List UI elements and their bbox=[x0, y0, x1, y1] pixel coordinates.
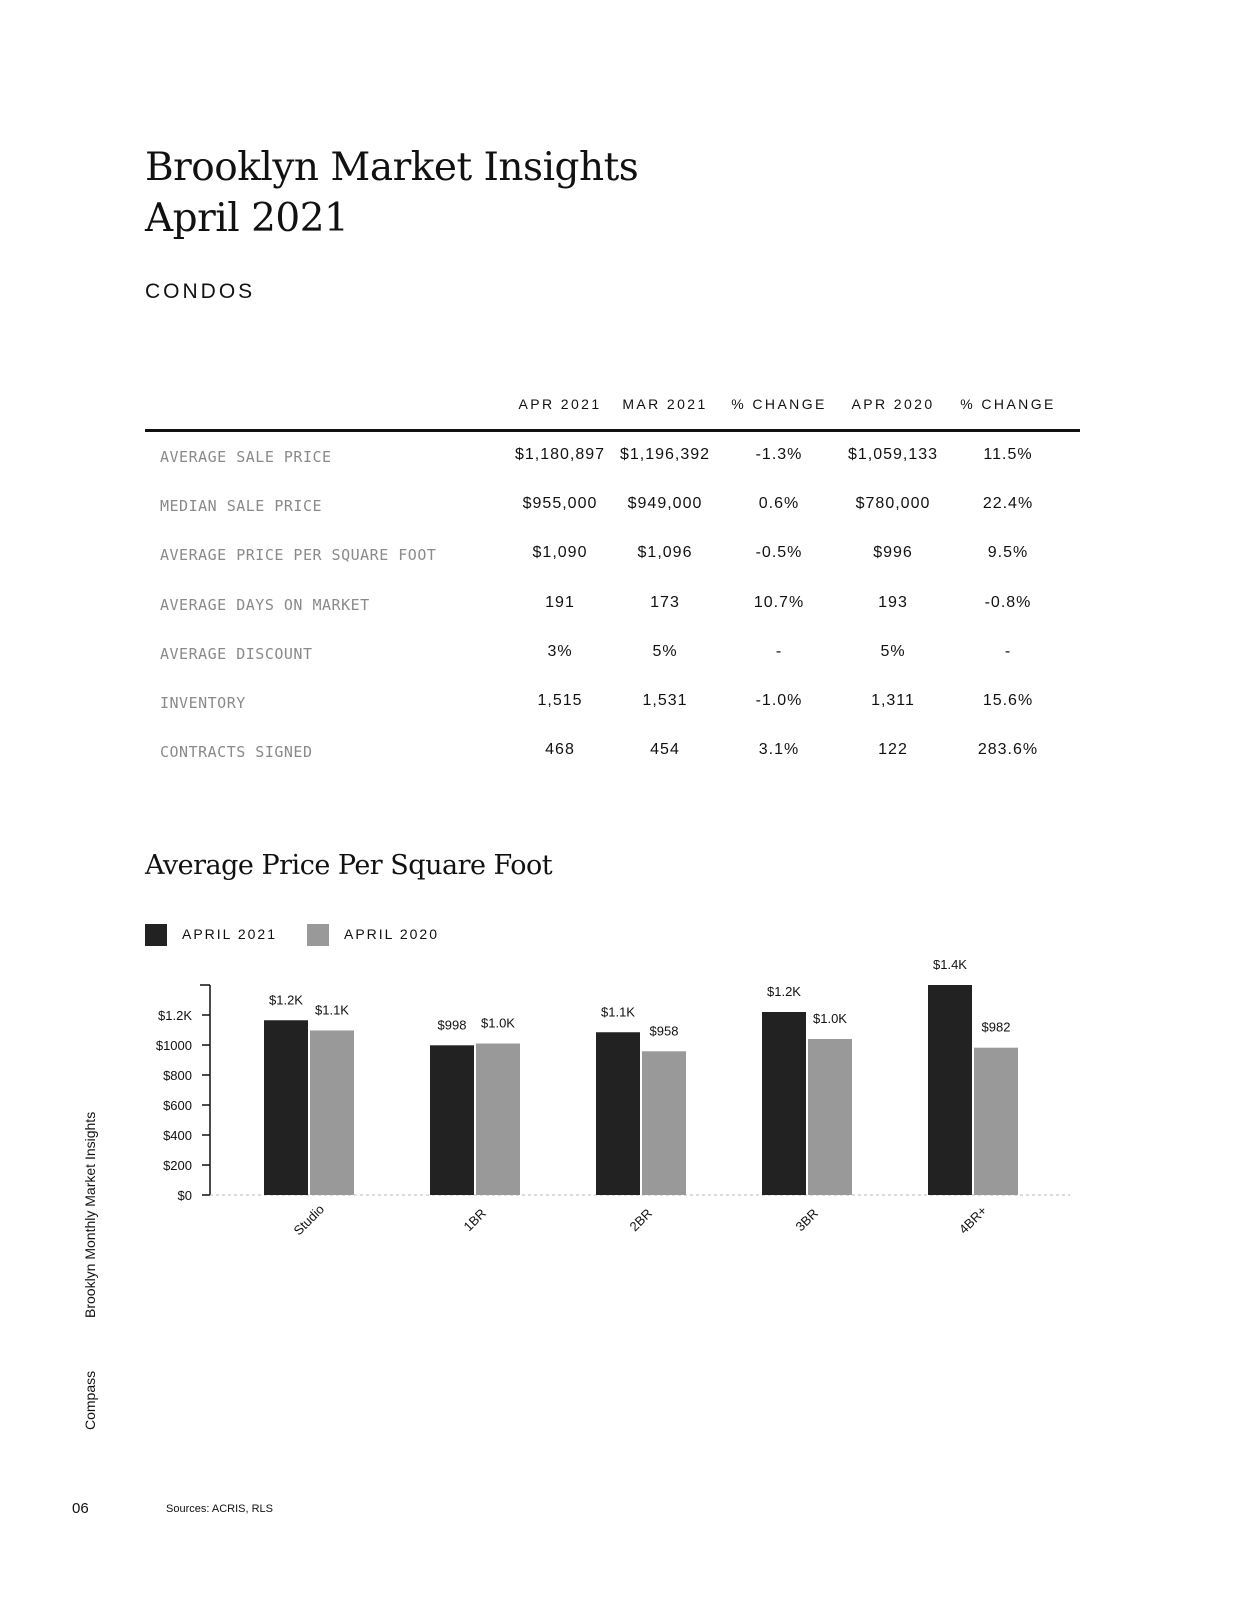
column-header: APR 2021 bbox=[518, 396, 602, 412]
sources-note: Sources: ACRIS, RLS bbox=[166, 1503, 273, 1515]
legend-label: APRIL 2021 bbox=[182, 926, 277, 942]
y-tick-label: $400 bbox=[163, 1128, 192, 1143]
table-cell: $949,000 bbox=[627, 495, 703, 513]
table-cell: $1,180,897 bbox=[514, 446, 606, 463]
table-cell: -1.3% bbox=[755, 446, 803, 463]
row-label: CONTRACTS SIGNED bbox=[160, 743, 313, 762]
bar bbox=[762, 1012, 806, 1195]
table-cell: 191 bbox=[545, 593, 575, 611]
row-label: AVERAGE DAYS ON MARKET bbox=[160, 595, 370, 614]
title-line-1: Brooklyn Market Insights bbox=[145, 145, 639, 190]
column-header: % CHANGE bbox=[731, 396, 827, 412]
table-cell: 122 bbox=[878, 741, 908, 759]
table-cell: 5% bbox=[880, 642, 906, 660]
table-cell: $780,000 bbox=[855, 495, 931, 513]
bar bbox=[596, 1032, 640, 1195]
table-cell: 173 bbox=[650, 593, 680, 611]
bar bbox=[310, 1030, 354, 1195]
data-label: $958 bbox=[649, 1023, 679, 1039]
table-cell: 193 bbox=[878, 593, 908, 611]
row-label: INVENTORY bbox=[160, 694, 246, 712]
table-cell: $996 bbox=[873, 544, 913, 562]
bar bbox=[476, 1044, 520, 1196]
data-label: $982 bbox=[981, 1019, 1011, 1035]
table-cell: $1,196,392 bbox=[619, 446, 711, 463]
table-cell: 1,311 bbox=[871, 692, 915, 709]
table-cell: 11.5% bbox=[983, 446, 1033, 463]
bar bbox=[264, 1020, 308, 1195]
y-tick-label: $1000 bbox=[155, 1038, 192, 1053]
table-cell: 1,515 bbox=[537, 692, 583, 709]
section-heading: CONDOS bbox=[145, 280, 256, 303]
bar bbox=[928, 985, 972, 1195]
chart-title: Average Price Per Square Foot bbox=[145, 850, 553, 881]
y-tick-label: $600 bbox=[163, 1098, 192, 1113]
x-tick-label: 4BR+ bbox=[955, 1202, 990, 1237]
bar bbox=[974, 1048, 1018, 1195]
legend-swatch bbox=[145, 924, 167, 946]
y-tick-label: $800 bbox=[163, 1068, 192, 1083]
table-cell: 468 bbox=[545, 741, 575, 759]
data-label: $1.0K bbox=[481, 1015, 515, 1031]
x-tick-label: Studio bbox=[290, 1201, 328, 1239]
legend-swatch bbox=[307, 924, 329, 946]
table-cell: 9.5% bbox=[987, 544, 1029, 562]
table-cell: $1,059,133 bbox=[847, 446, 939, 463]
bar bbox=[642, 1051, 686, 1195]
table-cell: 454 bbox=[650, 741, 680, 759]
table-cell: - bbox=[775, 642, 783, 660]
page-number: 06 bbox=[72, 1500, 89, 1517]
table-cell: 5% bbox=[652, 642, 678, 660]
table-cell: 15.6% bbox=[982, 692, 1034, 709]
x-tick-label: 2BR bbox=[626, 1205, 656, 1235]
data-label: $1.2K bbox=[269, 992, 303, 1008]
row-label: AVERAGE PRICE PER SQUARE FOOT bbox=[160, 546, 437, 565]
table-cell: 22.4% bbox=[982, 495, 1034, 513]
table-cell: 3.1% bbox=[758, 741, 800, 759]
title-line-2: April 2021 bbox=[145, 196, 349, 241]
table-header-divider bbox=[145, 429, 1080, 432]
data-label: $1.1K bbox=[601, 1004, 635, 1020]
bar bbox=[808, 1039, 852, 1195]
table-cell: 1,531 bbox=[642, 692, 688, 709]
side-title: Brooklyn Monthly Market Insights bbox=[82, 1111, 98, 1318]
y-tick-label: $1.2K bbox=[158, 1008, 192, 1023]
table-cell: 3% bbox=[547, 642, 573, 660]
data-label: $1.4K bbox=[933, 960, 967, 972]
column-header: APR 2020 bbox=[851, 396, 935, 412]
x-tick-label: 3BR bbox=[792, 1205, 822, 1235]
column-header: MAR 2021 bbox=[622, 396, 708, 412]
table-cell: $1,090 bbox=[532, 544, 588, 562]
x-tick-label: 1BR bbox=[460, 1205, 490, 1235]
y-tick-label: $200 bbox=[163, 1158, 192, 1173]
table-cell: 283.6% bbox=[977, 741, 1039, 759]
data-label: $1.1K bbox=[315, 1002, 349, 1018]
table-cell: - bbox=[1004, 642, 1012, 660]
table-cell: 10.7% bbox=[753, 593, 805, 611]
y-tick-label: $0 bbox=[177, 1188, 192, 1203]
row-label: AVERAGE SALE PRICE bbox=[160, 448, 332, 466]
table-cell: $1,096 bbox=[637, 544, 693, 562]
table-cell: -0.5% bbox=[755, 544, 803, 562]
table-cell: -0.8% bbox=[984, 593, 1032, 611]
data-label: $1.2K bbox=[767, 984, 801, 999]
data-label: $998 bbox=[437, 1017, 467, 1033]
page-title bbox=[145, 142, 638, 244]
bar-chart bbox=[0, 960, 1236, 1280]
legend-label: APRIL 2020 bbox=[344, 926, 439, 942]
data-label: $1.0K bbox=[813, 1011, 847, 1026]
table-cell: -1.0% bbox=[755, 692, 803, 709]
row-label: MEDIAN SALE PRICE bbox=[160, 497, 323, 516]
row-label: AVERAGE DISCOUNT bbox=[160, 644, 313, 663]
side-brand: Compass bbox=[82, 1370, 98, 1430]
column-header: % CHANGE bbox=[960, 396, 1056, 412]
table-cell: 0.6% bbox=[758, 495, 800, 513]
bar bbox=[430, 1045, 474, 1195]
table-cell: $955,000 bbox=[522, 495, 598, 513]
